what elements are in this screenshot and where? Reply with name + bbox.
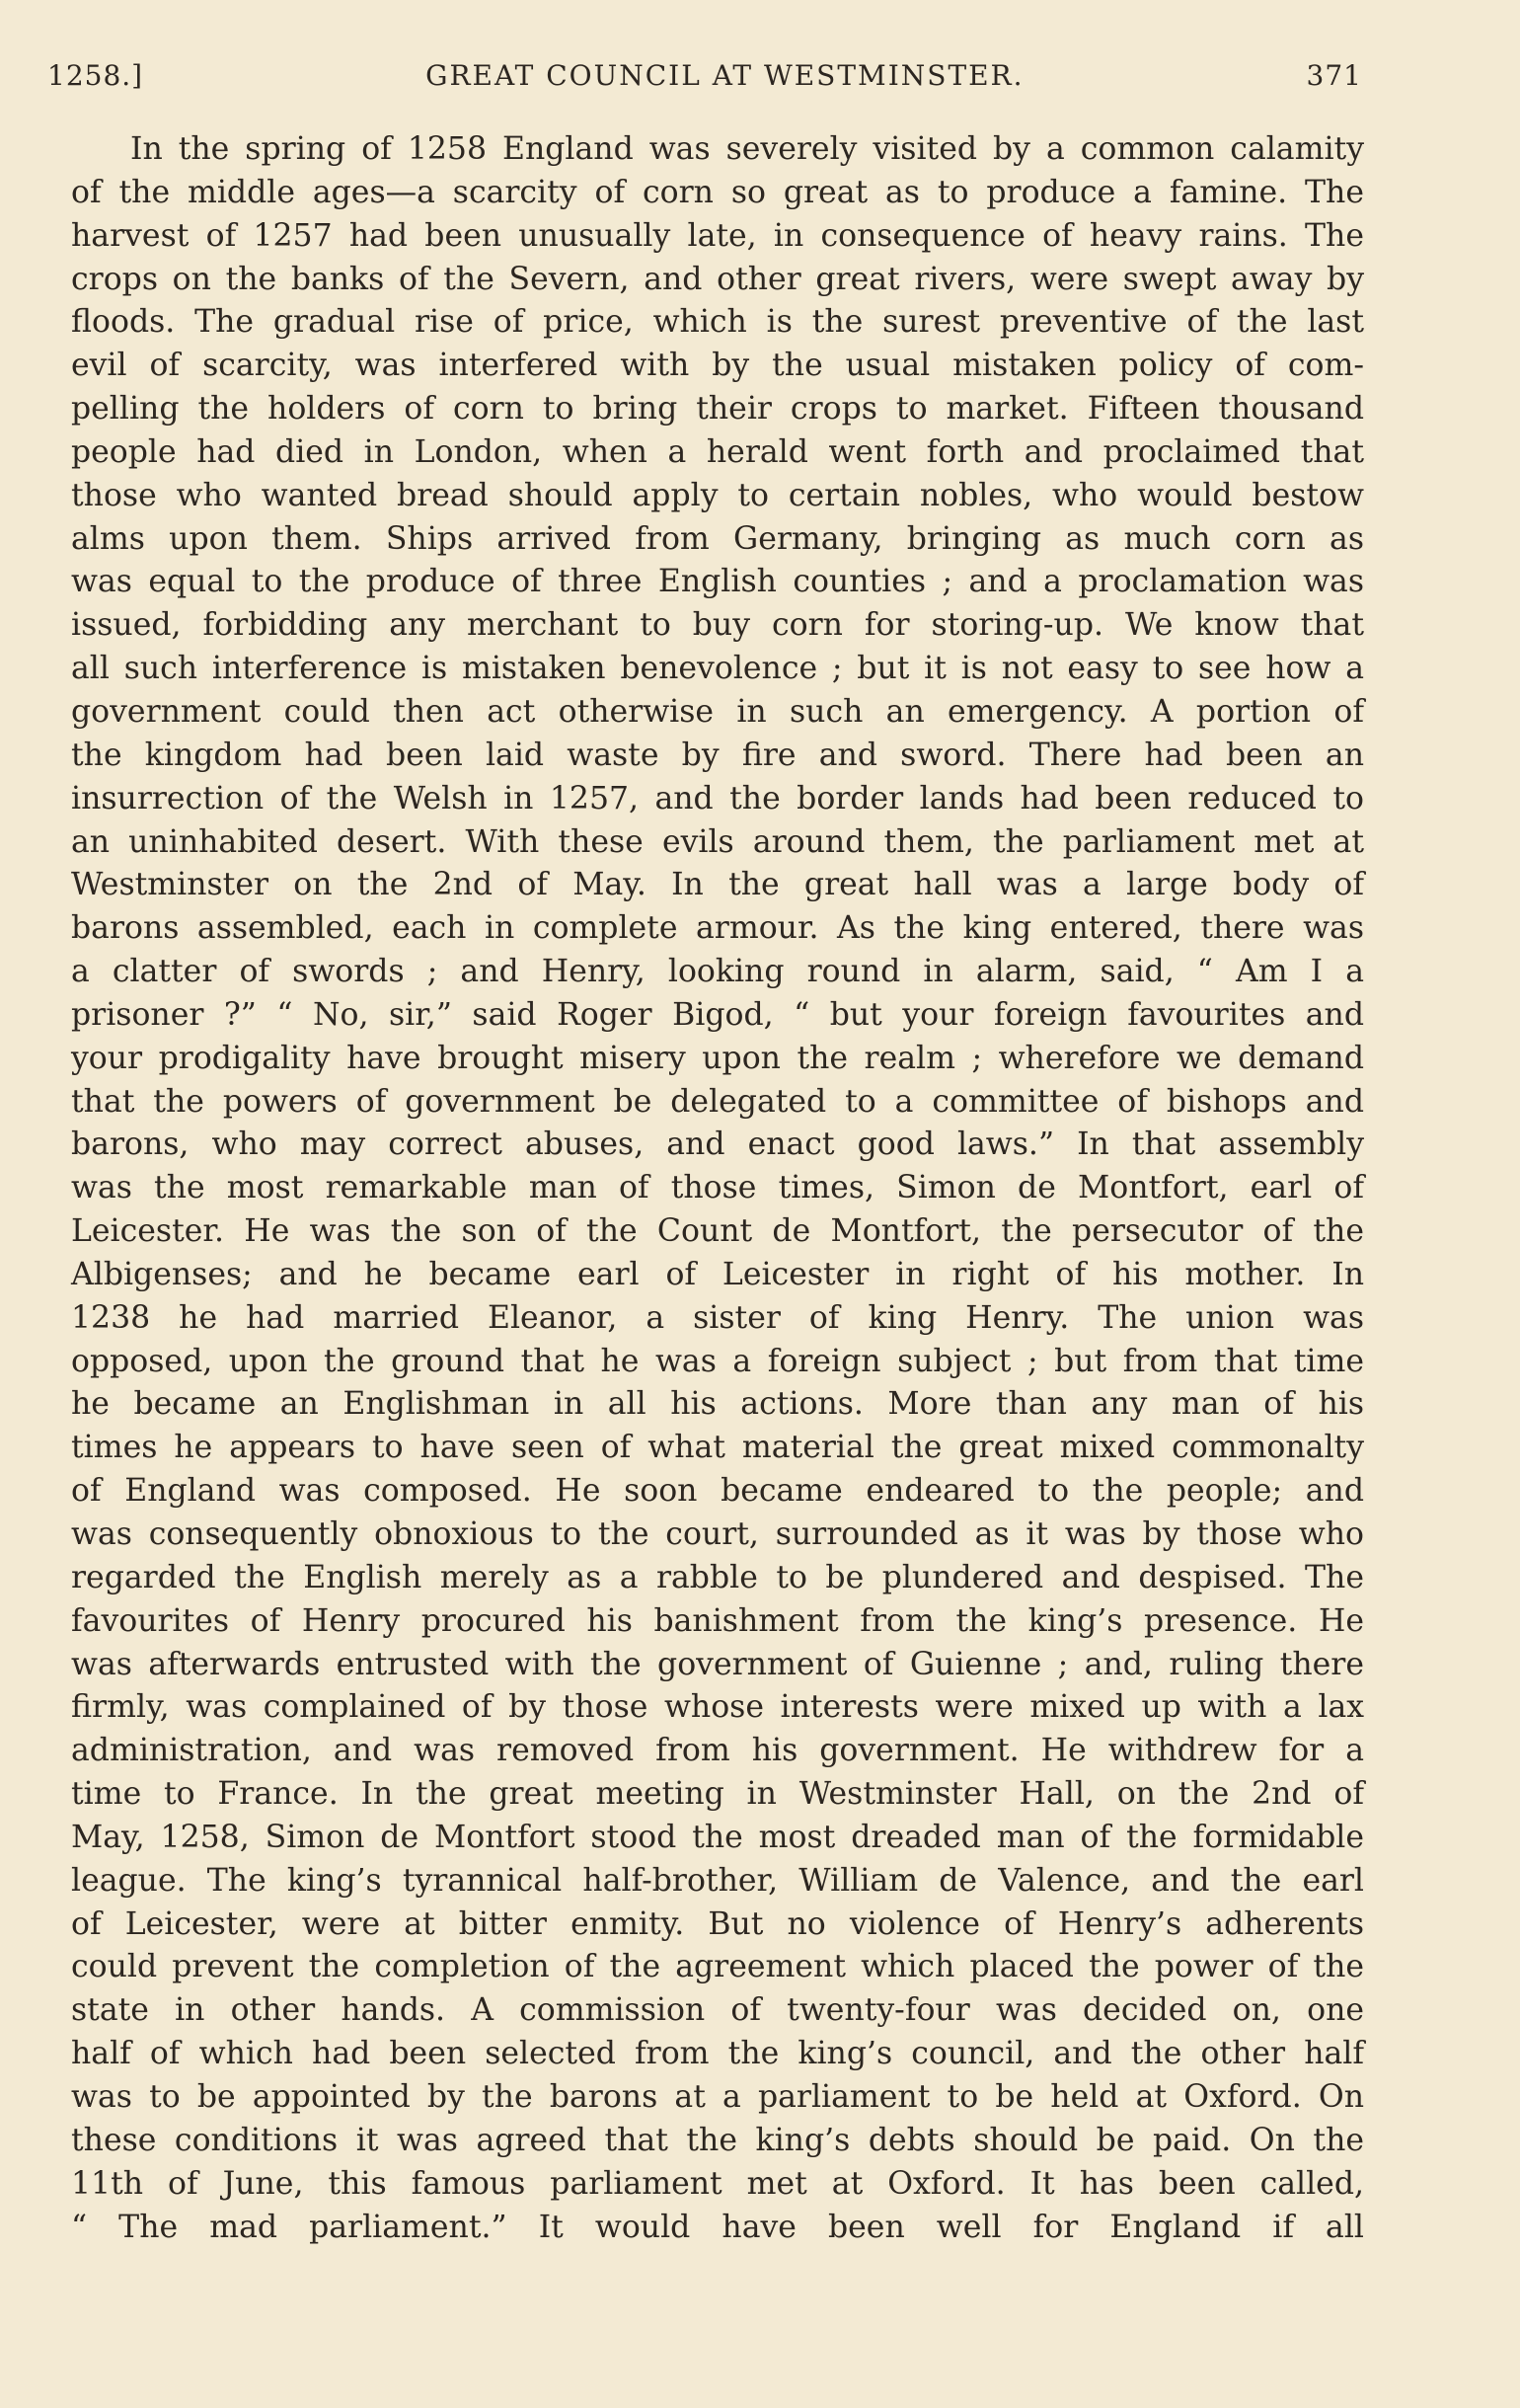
text-line: time to France. In the great meeting in Westminster Hall, on the 2nd of bbox=[71, 1776, 1364, 1813]
text-line: government could then act otherwise in such an emergency. A portion of bbox=[71, 693, 1364, 730]
text-line: evil of scarcity, was interfered with by the usual mistaken policy of com- bbox=[71, 348, 1364, 384]
text-line: Albigenses; and he became earl of Leicester in right of his mother. In bbox=[71, 1256, 1364, 1292]
body-paragraph bbox=[71, 128, 1364, 2249]
text-line: state in other hands. A commission of twenty-four was decided on, one bbox=[71, 1992, 1364, 2029]
text-line: people had died in London, when a herald went forth and proclaimed that bbox=[71, 433, 1364, 470]
page-number: 371 bbox=[1306, 59, 1362, 92]
text-line: a clatter of swords ; and Henry, looking round in alarm, said, “ Am I a bbox=[71, 954, 1364, 990]
text-line: issued, forbidding any merchant to buy corn for storing-up. We know that bbox=[71, 607, 1364, 644]
text-line: times he appears to have seen of what material the great mixed commonalty bbox=[71, 1430, 1364, 1466]
text-line: was afterwards entrusted with the government of Guienne ; and, ruling there bbox=[71, 1646, 1364, 1682]
text-line: your prodigality have brought misery upon the realm ; wherefore we demand bbox=[71, 1040, 1364, 1076]
text-line: favourites of Henry procured his banishment from the king’s presence. He bbox=[71, 1602, 1364, 1639]
text-line: he became an Englishman in all his actions. More than any man of his bbox=[71, 1386, 1364, 1423]
text-line: was to be appointed by the barons at a parliament to be held at Oxford. On bbox=[71, 2078, 1364, 2115]
text-line: Leicester. He was the son of the Count de Montfort, the persecutor of the bbox=[71, 1213, 1364, 1250]
text-line: was consequently obnoxious to the court, surrounded as it was by those who bbox=[71, 1516, 1364, 1552]
text-line: alms upon them. Ships arrived from Germany, bringing as much corn as bbox=[71, 520, 1364, 557]
text-line: barons, who may correct abuses, and enact good laws.” In that assembly bbox=[71, 1126, 1364, 1163]
text-line: barons assembled, each in complete armour. As the king entered, there was bbox=[71, 910, 1364, 947]
text-line: these conditions it was agreed that the king’s debts should be paid. On the bbox=[71, 2122, 1364, 2158]
text-line: could prevent the completion of the agreement which placed the power of the bbox=[71, 1949, 1364, 1985]
text-line: was equal to the produce of three English counties ; and a proclamation was bbox=[71, 564, 1364, 600]
text-line: regarded the English merely as a rabble to be plundered and despised. The bbox=[71, 1559, 1364, 1595]
text-line: crops on the banks of the Severn, and other great rivers, were swept away by bbox=[71, 261, 1364, 297]
text-line: floods. The gradual rise of price, which is the surest preventive of the last bbox=[71, 304, 1364, 341]
text-line: league. The king’s tyrannical half-brother, William de Valence, and the earl bbox=[71, 1862, 1364, 1899]
text-line: 1238 he had married Eleanor, a sister of king Henry. The union was bbox=[71, 1299, 1364, 1336]
text-line: administration, and was removed from his government. He withdrew for a bbox=[71, 1733, 1364, 1769]
text-line: 11th of June, this famous parliament met at Oxford. It has been called, bbox=[71, 2165, 1364, 2202]
text-line: was the most remarkable man of those times, Simon de Montfort, earl of bbox=[71, 1170, 1364, 1206]
text-line: prisoner ?” “ No, sir,” said Roger Bigod, “ but your foreign favourites and bbox=[71, 996, 1364, 1033]
text-line: an uninhabited desert. With these evils around them, the parliament met at bbox=[71, 823, 1364, 860]
text-line: of the middle ages—a scarcity of corn so great as to produce a famine. The bbox=[71, 174, 1364, 210]
text-line: In the spring of 1258 England was severely visited by a common calamity bbox=[130, 131, 1364, 167]
text-line: “ The mad parliament.” It would have been well for England if all bbox=[71, 2209, 1364, 2245]
text-line: May, 1258, Simon de Montfort stood the most dreaded man of the formidable bbox=[71, 1819, 1364, 1855]
text-line: harvest of 1257 had been unusually late, in consequence of heavy rains. The bbox=[71, 217, 1364, 254]
header-title: GREAT COUNCIL AT WESTMINSTER. bbox=[425, 59, 1025, 92]
text-line: pelling the holders of corn to bring their crops to market. Fifteen thousand bbox=[71, 391, 1364, 427]
running-header bbox=[47, 59, 1362, 99]
text-line: half of which had been selected from the king’s council, and the other half bbox=[71, 2036, 1364, 2072]
text-line: of Leicester, were at bitter enmity. But no violence of Henry’s adherents bbox=[71, 1905, 1364, 1942]
text-line: all such interference is mistaken benevolence ; but it is not easy to see how a bbox=[71, 651, 1364, 687]
header-year: 1258.] bbox=[47, 59, 144, 92]
text-line: insurrection of the Welsh in 1257, and the border lands had been reduced to bbox=[71, 780, 1364, 816]
text-line: the kingdom had been laid waste by fire and sword. There had been an bbox=[71, 737, 1364, 773]
text-line: opposed, upon the ground that he was a foreign subject ; but from that time bbox=[71, 1343, 1364, 1379]
text-line: those who wanted bread should apply to certain nobles, who would bestow bbox=[71, 477, 1364, 513]
text-line: Westminster on the 2nd of May. In the great hall was a large body of bbox=[71, 867, 1364, 903]
text-line: of England was composed. He soon became endeared to the people; and bbox=[71, 1473, 1364, 1510]
text-line: firmly, was complained of by those whose interests were mixed up with a lax bbox=[71, 1689, 1364, 1726]
text-line: that the powers of government be delegated to a committee of bishops and bbox=[71, 1083, 1364, 1120]
